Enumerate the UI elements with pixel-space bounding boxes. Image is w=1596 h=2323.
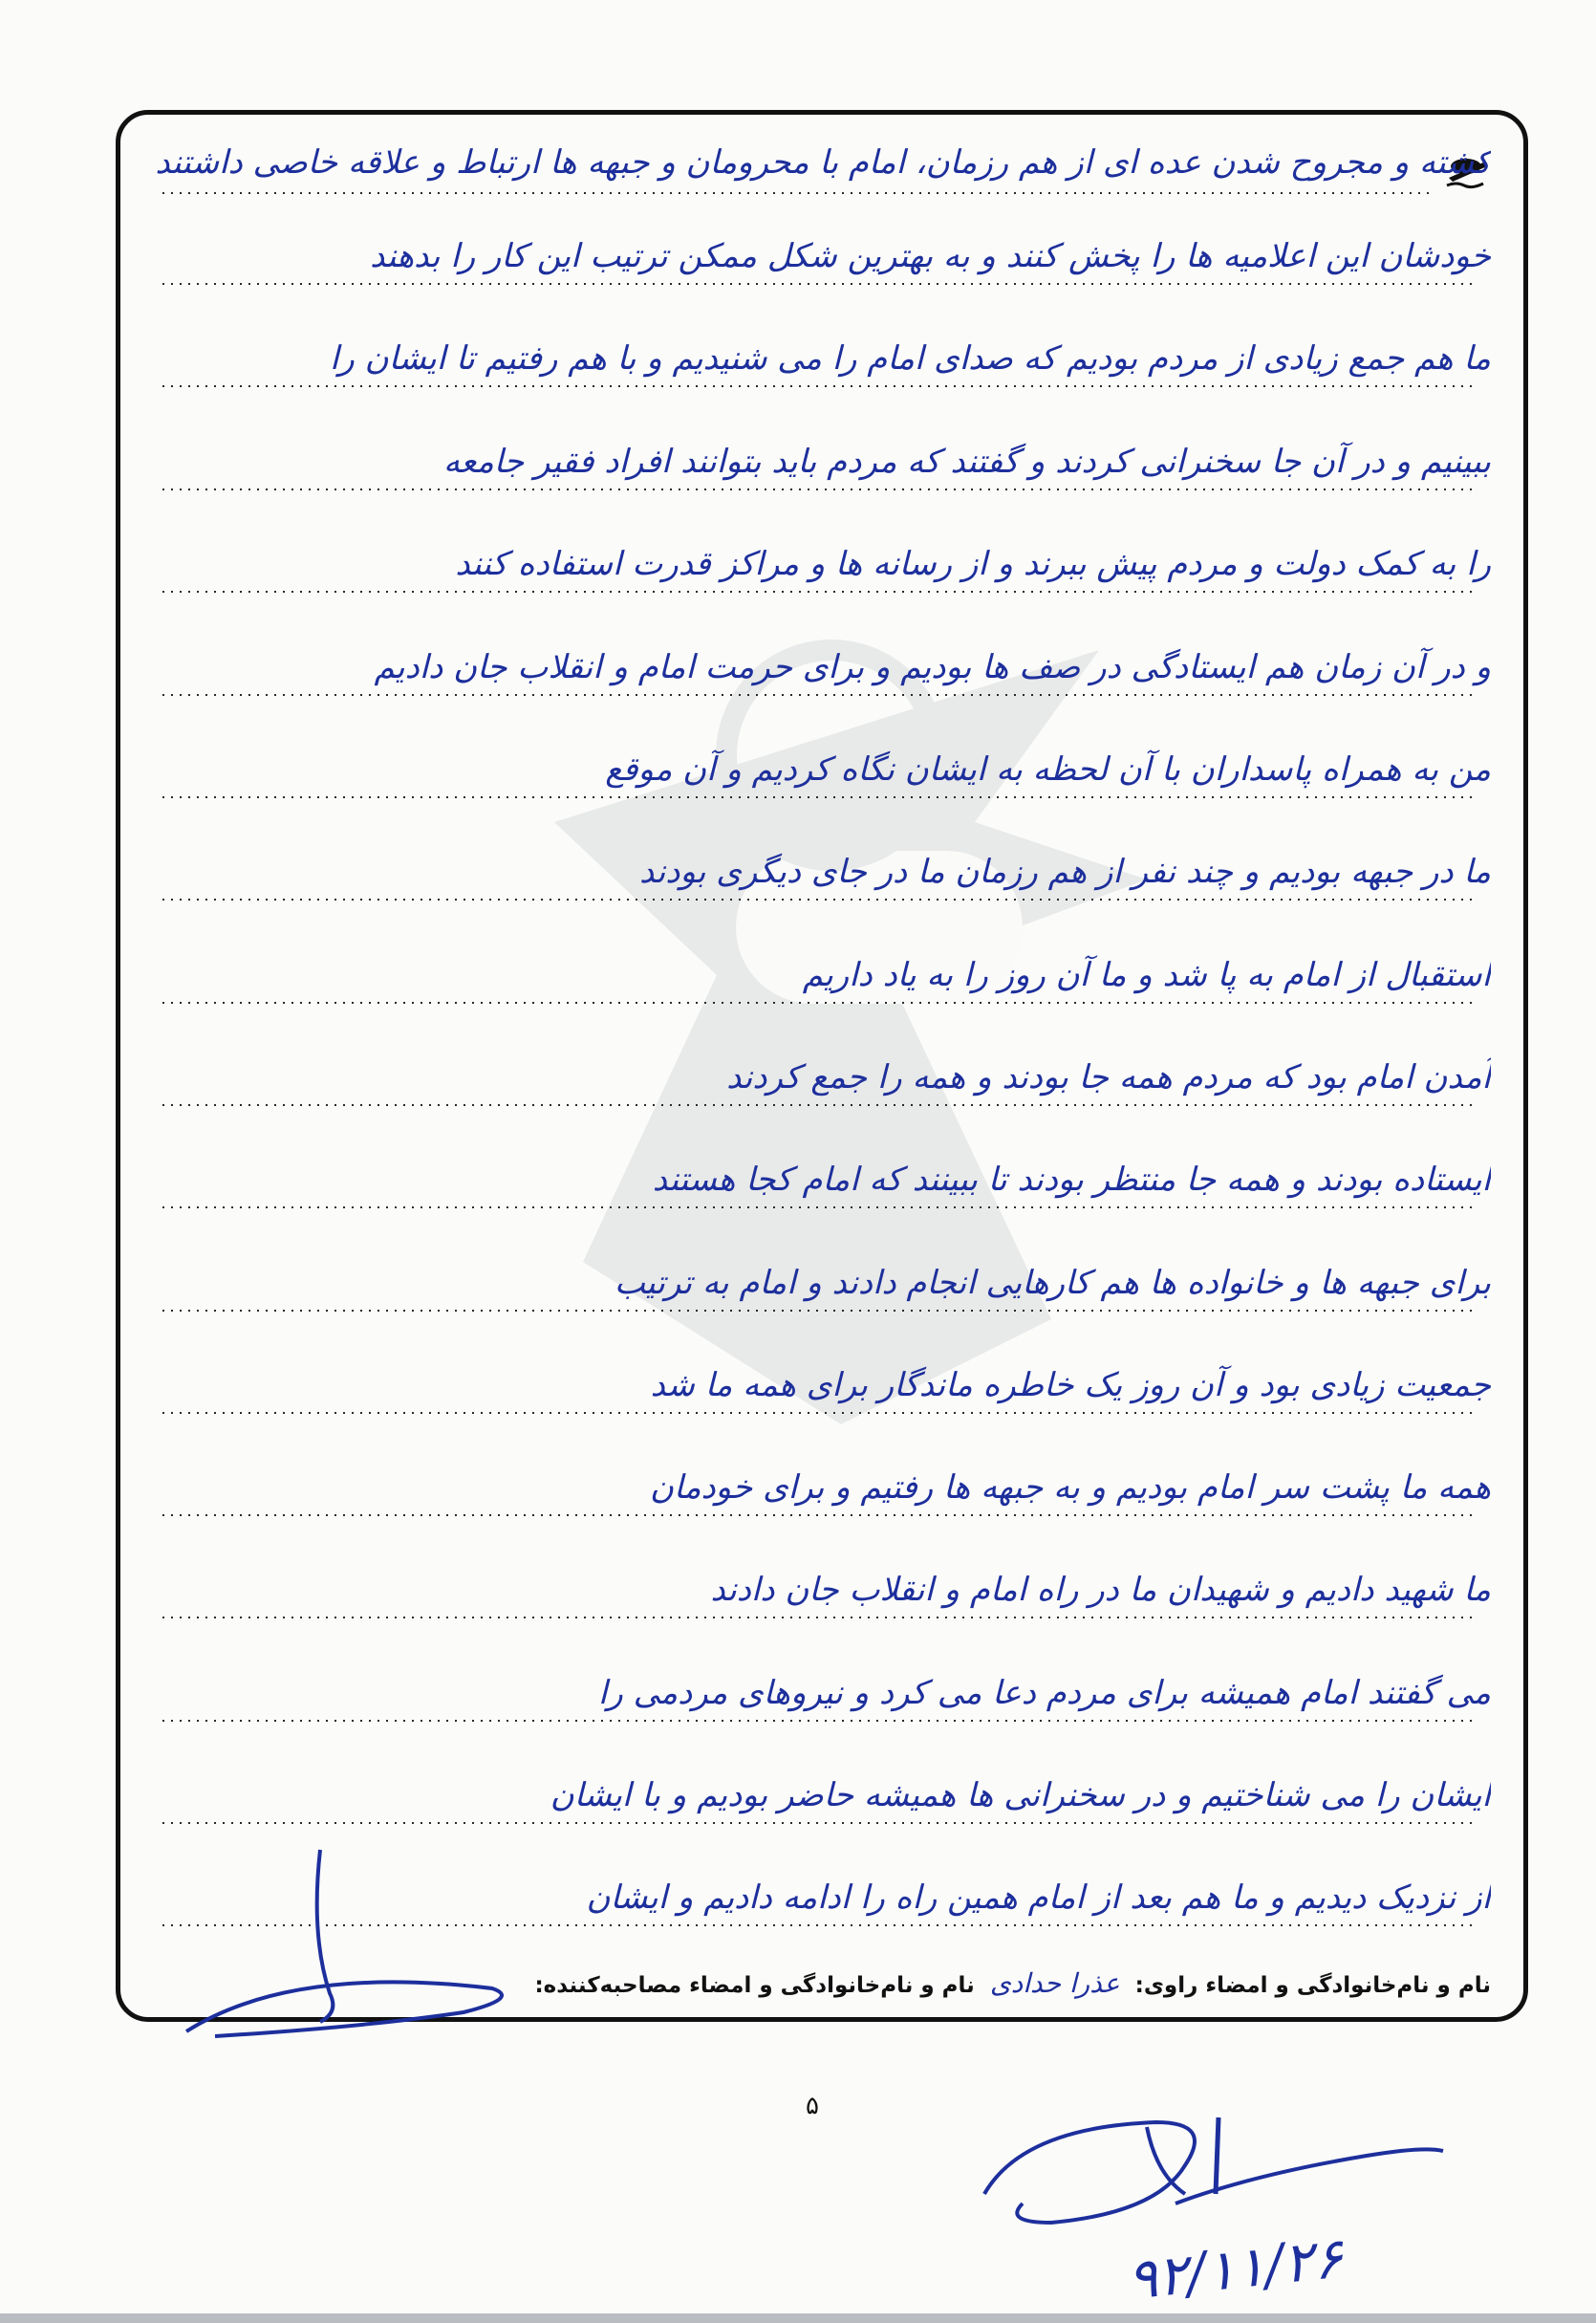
handwritten-line: استقبال از امام به پا شد و ما آن روز را به یاد داریم xyxy=(802,956,1491,994)
handwritten-line: آمدن امام بود که مردم همه جا بودند و همه را جمع کردند xyxy=(726,1058,1491,1096)
interviewer-name: عذرا حدادی xyxy=(989,1967,1120,1999)
handwritten-line: از نزدیک دیدیم و ما هم بعد از امام همین راه را ادامه دادیم و ایشان xyxy=(586,1878,1491,1917)
handwritten-line: را به کمک دولت و مردم پیش ببرند و از رسانه ها و مراکز قدرت استفاده کنند xyxy=(455,545,1491,583)
scan-bottom-edge xyxy=(0,2313,1596,2323)
handwritten-line: برای جبهه ها و خانواده ها هم کارهایی انجام دادند و امام به ترتیب xyxy=(614,1264,1491,1302)
handwritten-date: ۹۲/۱۱/۲۶ xyxy=(1124,2225,1347,2312)
handwritten-line: کشته و مجروح شدن عده ای از هم رزمان، امام با محرومان و جبهه ها ارتباط و علاقه خاصی داشتند xyxy=(155,143,1491,182)
handwritten-line: من به همراه پاسداران با آن لحظه به ایشان نگاه کردیم و آن موقع xyxy=(605,750,1491,789)
handwritten-line: جمعیت زیادی بود و آن روز یک خاطره ماندگار برای همه ما شد xyxy=(650,1366,1491,1404)
page-number: ۵ xyxy=(806,2092,819,2120)
handwritten-line: ایشان را می شناختیم و در سخنرانی ها همیشه حاضر بودیم و با ایشان xyxy=(550,1776,1491,1814)
handwritten-line: ما هم جمع زیادی از مردم بودیم که صدای امام را می شنیدیم و با هم رفتیم تا ایشان را xyxy=(329,339,1491,378)
interviewer-signature-label: نام و نام‌خانوادگی و امضاء مصاحبه‌کننده: xyxy=(534,1973,975,1998)
handwritten-line: ایستاده بودند و همه جا منتظر بودند تا ببینند که امام کجا هستند xyxy=(652,1161,1491,1199)
handwritten-line: خودشان این اعلامیه ها را پخش کنند و به بهترین شکل ممکن ترتیب این کار را بدهند xyxy=(370,237,1491,275)
narrator-signature-label: نام و نام‌خانوادگی و امضاء راوی: xyxy=(1134,1973,1491,1998)
interviewer-signature xyxy=(965,2089,1462,2242)
handwritten-line: ما شهید دادیم و شهیدان ما در راه امام و انقلاب جان دادند xyxy=(710,1571,1491,1609)
handwritten-line: ببینیم و در آن جا سخنرانی کردند و گفتند که مردم باید بتوانند افراد فقیر جامعه xyxy=(442,443,1491,481)
handwritten-line: ما در جبهه بودیم و چند نفر از هم رزمان ما در جای دیگری بودند xyxy=(639,853,1491,891)
handwritten-line: می گفتند امام همیشه برای مردم دعا می کرد و نیروهای مردمی را xyxy=(597,1674,1491,1712)
handwritten-line: و در آن زمان هم ایستادگی در صف ها بودیم و برای حرمت امام و انقلاب جان دادیم xyxy=(374,648,1491,686)
narrator-signature xyxy=(177,1821,540,2060)
handwritten-line: همه ما پشت سر امام بودیم و به جبهه ها رفتیم و برای خودمان xyxy=(650,1468,1491,1507)
